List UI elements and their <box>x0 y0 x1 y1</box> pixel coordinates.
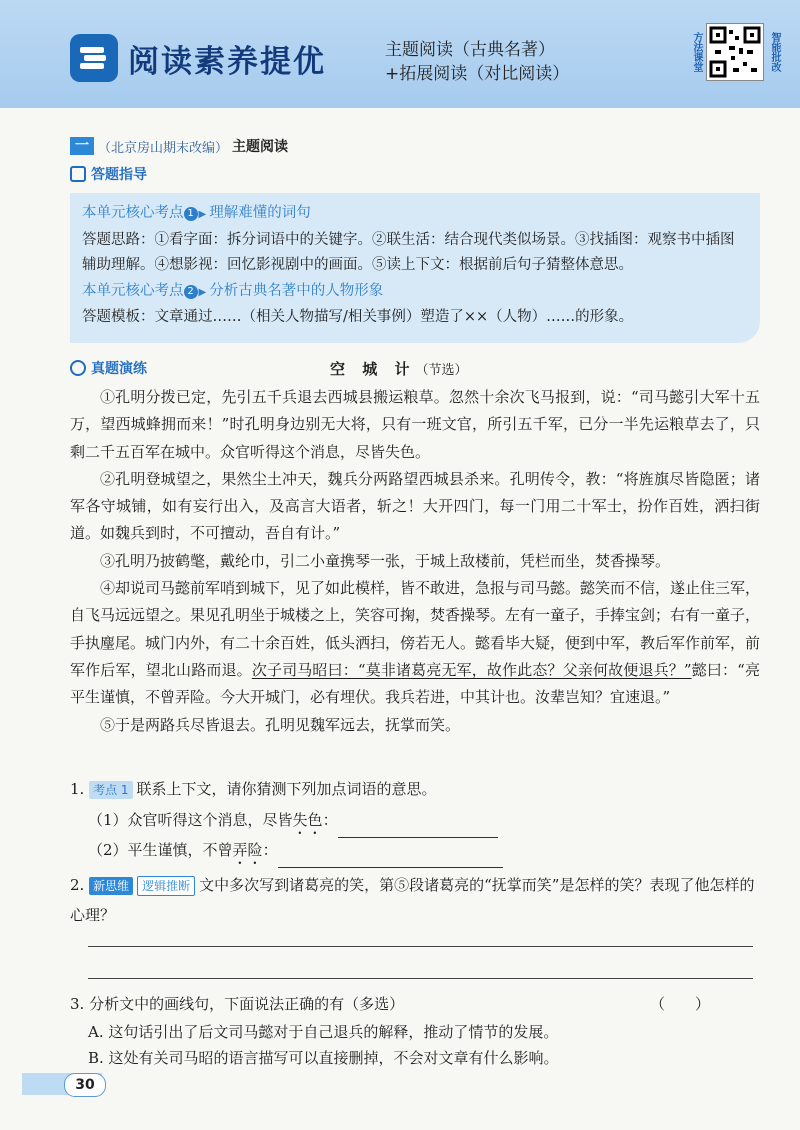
q1a-answer-blank[interactable] <box>338 819 498 838</box>
q2-answer-line-2[interactable] <box>88 978 753 979</box>
q1b-colon: ： <box>262 841 278 859</box>
kp2-badge: 2 <box>184 285 198 299</box>
question-3 <box>70 992 760 1016</box>
q1a-dotted-word: 失色 <box>292 811 323 829</box>
question-1b <box>88 838 748 868</box>
kp1-body: 答题思路：①看字面：拆分词语中的关键字。②联生活：结合现代类似场景。③找插图：观察书中插图辅助理解。④想影视：回忆影视剧中的画面。⑤读上下文：根据前后句子猜整体意思。 <box>82 231 735 273</box>
q2-text: 文中多次写到诸葛亮的笑，第⑤段诸葛亮的“抚掌而笑”是怎样的笑？表现了他怎样的心理？ <box>70 876 755 924</box>
section-number: 一 <box>70 137 94 155</box>
paragraph-4-tail: 懿曰：“亮平生谨慎，不曾弄险。今大开城门，必有埋伏。我兵若进，中其计也。汝辈岂知？宜速退。” <box>70 660 760 707</box>
qr-code-icon[interactable] <box>706 23 764 81</box>
q1b-answer-blank[interactable] <box>278 849 503 868</box>
question-1 <box>70 777 760 801</box>
practice-heading-label: 真题演练 <box>91 361 147 377</box>
paragraph-5: ⑤于是两路兵尽皆退去。孔明见魏军远去，抚掌而笑。 <box>100 715 461 734</box>
guide-heading-label: 答题指导 <box>91 167 147 183</box>
q3-number: 3. <box>70 995 85 1013</box>
kp1-prefix: 本单元核心考点 <box>82 205 184 221</box>
q3-answer-paren[interactable]: （ ） <box>649 995 710 1013</box>
book-logo-icon <box>70 34 118 82</box>
header-brand <box>70 30 360 86</box>
kp2-line <box>82 279 748 306</box>
q2-answer-line-1[interactable] <box>88 946 753 947</box>
q1-tag: 考点 1 <box>89 781 132 799</box>
paragraph-1: ①孔明分拨已定，先引五千兵退去西城县搬运粮草。忽然十余次飞马报到，说：“司马懿引大军十五万，望西城蜂拥而来！”时孔明身边别无大将，只有一班文官，所引五千军，已分一半先运粮草去了，只剩二千五百军在城中。众官听得这个消息，尽皆失色。 <box>70 388 760 461</box>
header-subtitle-line2: +拓展阅读（对比阅读） <box>385 64 570 84</box>
qr-left-label: 方法课堂 <box>691 32 702 72</box>
q3-option-b[interactable]: B. 这处有关司马昭的语言描写可以直接删掉，不会对文章有什么影响。 <box>88 1049 559 1067</box>
q1b-text: （2）平生谨慎，不曾 <box>88 841 233 859</box>
section-source: （北京房山期末改编） <box>98 140 229 156</box>
question-1a <box>88 808 748 838</box>
kp1-text: 理解难懂的词句 <box>209 205 311 221</box>
q1a-text: （1）众官听得这个消息，尽皆 <box>88 811 293 829</box>
qr-right-label: 智能批改 <box>769 32 780 72</box>
q2-tag-new-thinking: 新思维 <box>89 877 133 895</box>
triangle-icon: ▶ <box>198 209 207 220</box>
kp1-badge: 1 <box>184 207 198 221</box>
passage-title-note: （节选） <box>415 363 468 378</box>
triangle-icon: ▶ <box>198 286 207 298</box>
guide-box <box>70 193 760 343</box>
q1-text: 联系上下文，请你猜测下列加点词语的意思。 <box>136 780 437 798</box>
q1b-dotted-word: 弄险 <box>232 841 263 859</box>
underlined-sentence: 次子司马昭曰：“莫非诸葛亮无军，故作此态？父亲何故便退兵？” <box>251 660 692 679</box>
paragraph-3: ③孔明乃披鹤氅，戴纶巾，引二小童携琴一张，于城上敌楼前，凭栏而坐，焚香操琴。 <box>100 551 671 570</box>
section-label: 主题阅读 <box>232 139 289 155</box>
q3-option-a[interactable]: A. 这句话引出了后文司马懿对于自己退兵的解释，推动了情节的发展。 <box>88 1023 559 1041</box>
kp2-prefix: 本单元核心考点 <box>82 282 184 299</box>
practice-heading <box>70 358 147 378</box>
kp2-text: 分析古典名著中的人物形象 <box>209 282 384 299</box>
paragraph-4 <box>70 575 760 711</box>
passage-title-text: 空 城 计 <box>330 360 416 378</box>
book-icon <box>70 166 86 182</box>
kp2-body: 答题模板：文章通过……（相关人物描写/相关事例）塑造了××（人物）……的形象。 <box>82 309 634 325</box>
exercise-icon <box>70 360 86 376</box>
paragraph-4-main: ④却说司马懿前军哨到城下，见了如此模样，皆不敢进，急报与司马懿。懿笑而不信，遂止住三军，自飞马远远望之。果见孔明坐于城楼之上，笑容可掬，焚香操琴。左有一童子，手捧宝剑；右有一童子，手执麈尾。城门内外，有二十余百姓，低头洒扫，傍若无人。懿看毕大疑，便到中军，教后军作前军，前军作后军，望北山路而退。 <box>70 579 761 679</box>
q1-number: 1. <box>70 780 85 798</box>
section-heading <box>70 136 288 156</box>
kp1-line <box>82 201 748 228</box>
guide-heading <box>70 164 147 184</box>
question-2 <box>70 870 760 930</box>
q3-text: 分析文中的画线句，下面说法正确的有（多选） <box>89 995 405 1013</box>
q2-tag-logic: 逻辑推断 <box>137 876 195 896</box>
qr-section <box>690 20 780 84</box>
header-subtitle <box>385 38 685 86</box>
page-number: 30 <box>64 1073 106 1097</box>
paragraph-2: ②孔明登城望之，果然尘土冲天，魏兵分两路望西城县杀来。孔明传令，教：“将旌旗尽皆隐匿；诸军各守城铺，如有妄行出入，及高言大语者，斩之！大开四门，每一门用二十军士，扮作百姓，洒扫街道。如魏兵到时，不可擅动，吾自有计。” <box>70 469 760 543</box>
q1a-colon: ： <box>322 811 338 829</box>
header-title: 阅读素养提优 <box>128 43 326 80</box>
passage-title <box>330 358 467 379</box>
q2-number: 2. <box>70 876 85 894</box>
header-subtitle-line1: 主题阅读（古典名著） <box>385 40 555 60</box>
passage <box>70 384 760 739</box>
